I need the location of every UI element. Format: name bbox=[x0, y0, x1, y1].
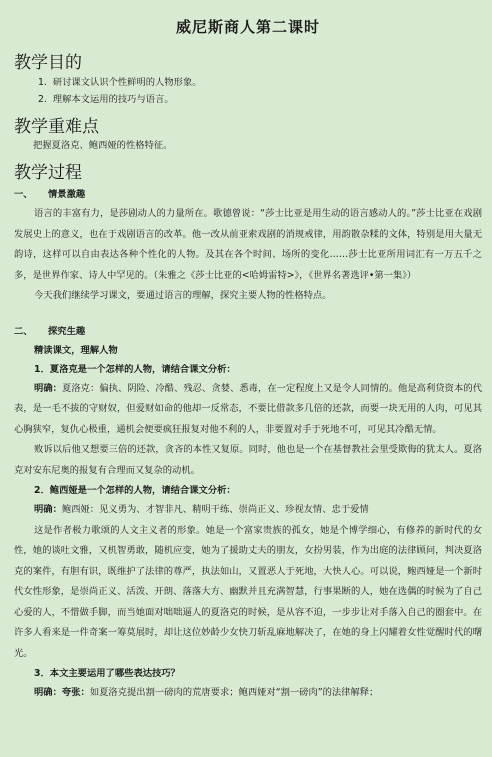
section-1-paragraph: 今天我们继续学习课文，要通过语言的理解，探究主要人物的性格特点。 bbox=[34, 290, 332, 301]
goals-list bbox=[38, 74, 482, 108]
list-item: 1. 研讨课文认识个性鲜明的人物形象。 bbox=[38, 77, 202, 88]
list-item: 2. 理解本文运用的技巧与语言。 bbox=[38, 94, 174, 105]
section-1-paragraph: 语言的丰富有力，是莎剧动人的力量所在。歌德曾说：“莎士比亚是用生动的语言感动人的。”莎士比亚在戏剧发展史上的意义，也在于戏剧语言的改革。他一改从前亚索戏剧的消规戒律，用韵散杂糅的文体，特别是用大量无韵诗，这样可以自由表达各种个性化的人物。及其在各个时间、场所的变化……莎士比亚所用词汇有一万五千之多，是世界作家、诗人中罕见的。（朱雅之《莎士比亚的<哈姆雷特>》，《世界名著选评•第一集》） bbox=[14, 208, 482, 281]
answer-2: 明确：鲍西娅：见义勇为、才智非凡、精明干练、崇尚正义、珍视友情、忠于爱情 bbox=[34, 504, 369, 515]
answer-3: 明确：夸张：如夏洛克提出割一磅肉的荒唐要求；鲍西娅对“割一磅肉”的法律解释； bbox=[34, 687, 379, 698]
heading-goals: 教学目的 bbox=[14, 53, 82, 73]
question-1: 1．夏洛克是一个怎样的人物，请结合课文分析： bbox=[34, 363, 236, 375]
answer-2-continued: 这是作者极力歌颂的人文主义者的形象。她是一个富家贵族的孤女，她是个博学细心，有修养的新时代的女性，她的谈吐文雅，又机智勇敢，随机应变，她为了援助丈夫的朋友，女扮男装，作为出庭的法律顾问，判决夏洛克的案件，有胆有识，既维护了法律的尊严，执法如山，又置恶人于死地，大快人心。可以说，鲍西娅是一个新时代女性形象，是崇尚正义、活泼、开朗、落落大方、幽默并且充满智慧，行事果断的人，她在选偶的时候为了自己心爱的人，不惜做手脚，而当她面对咄咄逼人的夏洛克的时候，是从容不迫，一步步让对手落入自己的圈套中。在许多人看来是一件奇案一筹莫展时，却让这位妙龄少女快刀斩乱麻地解决了，在她的身上闪耀着女性觉醒时代的曙光。 bbox=[14, 524, 482, 659]
question-2: 2．鲍西娅是一个怎样的人物，请结合课文分析： bbox=[34, 485, 236, 496]
section-1-title: 一、 情景激趣 bbox=[14, 189, 86, 200]
keypoints-text: 把握夏洛克、鲍西娅的性格特征。 bbox=[33, 140, 173, 151]
section-2-subtitle: 精读课文，理解人物 bbox=[34, 344, 118, 356]
question-3: 3．本文主要运用了哪些表达技巧？ bbox=[34, 668, 180, 679]
answer-1: 明确：夏洛克：偏执、阴险、冷酷、残忍、贪婪、悉毒，在一定程度上又是令人同情的。他是高利贷资本的代表，是一毛不拔的守财奴，但爱财如命的他却一反常态，不要比借款多几倍的还款，而要一块无用的人肉，可见其心胸狭窄，复仇心极重，通机会便要疯狂报复对他不利的人，非要置对手于死地不可，可见其冷酷无情。 bbox=[14, 382, 482, 435]
section-2-title: 二、 探究生趣 bbox=[14, 325, 86, 337]
document-title: 威尼斯商人第二课时 bbox=[175, 18, 320, 36]
answer-1-continued: 败诉以后他又想要三倍的还款，贪吝的本性又复原。同时，他也是一个在基督教社会里受欺侮的犹太人。夏洛克对安东尼奥的报复有合理而又复杂的动机。 bbox=[14, 444, 482, 476]
heading-keypoints: 教学重难点 bbox=[14, 117, 99, 137]
heading-process: 教学过程 bbox=[14, 163, 82, 183]
